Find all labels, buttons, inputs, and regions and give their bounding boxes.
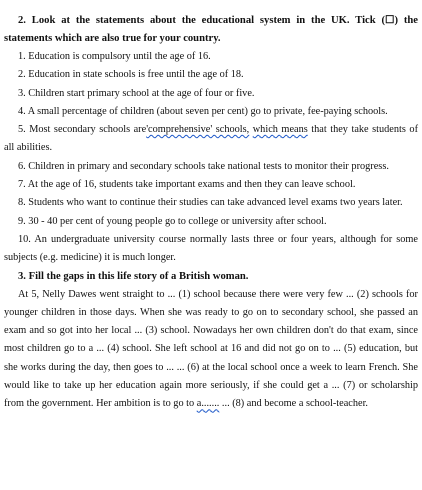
statement-6: 6. Children in primary and secondary schools take national tests to monitor their progress. (18, 160, 389, 172)
statement-7: 7. At the age of 16, students take important exams and then they can leave school. (18, 179, 356, 191)
statement-4: 4. A small percentage of children (about seven per cent) go to private, fee-paying schools. (18, 105, 388, 117)
spellcheck-underlined-text: 'comprehensive' schools, (146, 124, 250, 136)
statement-1: 1. Education is compulsory until the age of 16. (18, 51, 211, 62)
statement-9: 9. 30 - 40 per cent of young people go to college or university after school. (18, 215, 327, 227)
statement-8: 8. Students who want to continue their studies can take advanced level exams two years later. (18, 197, 403, 209)
statement-5-start: 5. Most secondary schools are (18, 124, 147, 136)
statement-10: 10. An undergraduate university course normally lasts three or four years, although for some subjects (e.g. medicine) it is much longer. (4, 233, 418, 264)
statement-5-end: that they take students of all abilities. (4, 124, 418, 154)
life-story-end: ... (8) and become a school-teacher. (219, 398, 369, 410)
statement-5 (4, 121, 418, 158)
document-page (4, 0, 418, 414)
statements-list (4, 48, 418, 268)
spellcheck-underlined-text: a....... (196, 398, 220, 410)
statement-2: 2. Education in state schools is free until the age of 18. (18, 69, 244, 81)
spellcheck-underlined-text: which means (252, 124, 308, 136)
section-3-heading: 3. Fill the gaps in this life story of a British woman. (18, 270, 249, 282)
life-story-paragraph (4, 286, 418, 414)
life-story-text: At 5, Nelly Dawes went straight to ... (1) school because there were very few ... (2) schools for younger children in those days. When she was ready to go on to secondary school, she passed an exam and so got into her local ... (3) school. Nowadays her own children don't do that exam, since most children go to a ... (4) school. She left school at 16 and did not go on to ... (5) education, but she works during the day, then goes to ... ... (6) at the local school once a week to learn French. She would like to take up her education again more seriously, if she could get a ... (7) or scholarship from the government. Her ambition is to go to (4, 288, 418, 410)
statement-3: 3. Children start primary school at the age of four or five. (18, 87, 255, 99)
section-2-heading: 2. Look at the statements about the educational system in the UK. Tick (☐) the statements which are also true for your country. (4, 15, 418, 44)
